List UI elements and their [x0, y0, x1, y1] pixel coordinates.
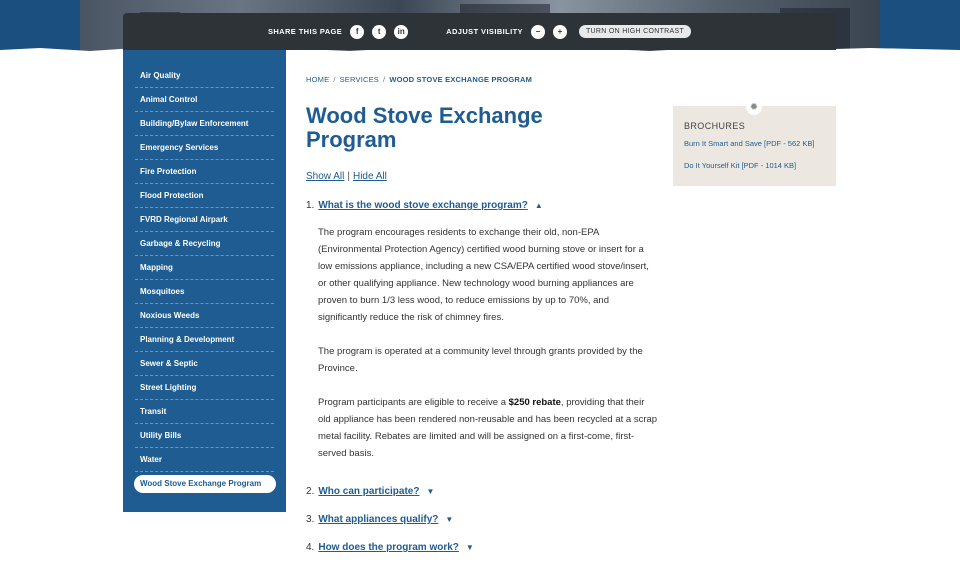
hide-all-link[interactable]: Hide All — [352, 171, 387, 182]
sidebar-item-sewer-septic[interactable]: Sewer & Septic — [135, 352, 274, 376]
sidebar-item-transit[interactable]: Transit — [135, 400, 274, 424]
sidebar-item-flood-protection[interactable]: Flood Protection — [135, 184, 274, 208]
brochure-badge-icon: ✹ — [746, 99, 762, 115]
sidebar-item-planning[interactable]: Planning & Development — [135, 328, 274, 352]
faq-number: 2. — [306, 486, 315, 497]
brochures-panel — [673, 101, 836, 186]
sidebar-item-water[interactable]: Water — [135, 448, 274, 472]
sidebar-item-wood-stove-active[interactable]: Wood Stove Exchange Program — [134, 475, 276, 493]
answer-text: Program participants are eligible to receive a — [318, 397, 509, 408]
sidebar-item-animal-control[interactable]: Animal Control — [135, 88, 274, 112]
breadcrumb-services[interactable]: SERVICES — [339, 75, 380, 84]
faq-question-link[interactable]: What is the wood stove exchange program? — [318, 200, 528, 211]
decrease-visibility-icon[interactable]: − — [531, 25, 545, 39]
sidebar-nav — [123, 50, 286, 512]
sidebar-item-airpark[interactable]: FVRD Regional Airpark — [135, 208, 274, 232]
high-contrast-button[interactable]: TURN ON HIGH CONTRAST — [579, 25, 691, 38]
page-title: Wood Stove Exchange Program — [306, 103, 543, 152]
answer-paragraph — [318, 394, 658, 462]
sidebar-item-air-quality[interactable]: Air Quality — [135, 64, 274, 88]
visibility-label: ADJUST VISIBILITY — [446, 27, 523, 36]
faq-item — [306, 486, 434, 497]
sidebar-item-emergency-services[interactable]: Emergency Services — [135, 136, 274, 160]
facebook-icon[interactable]: f — [350, 25, 364, 39]
sidebar-item-mapping[interactable]: Mapping — [135, 256, 274, 280]
linkedin-icon[interactable]: in — [394, 25, 408, 39]
faq-item — [306, 542, 474, 553]
brochure-link[interactable]: Do It Yourself Kit [PDF - 1014 KB] — [684, 161, 797, 170]
answer-paragraph: The program encourages residents to exchange their old, non-EPA (Environmental Protection Agency) certified wood burning stove or insert for a low emissions appliance, including a new CSA/EPA certified wood stove/insert, or other qualifying appliance. New technology wood burning appliances are proven to burn 1/3 less wood, to reduce emissions by up to 70%, and significantly reduce the risk of chimney fires. — [318, 227, 649, 323]
sidebar-item-utility-bills[interactable]: Utility Bills — [135, 424, 274, 448]
faq-number: 4. — [306, 542, 315, 553]
expand-arrow-icon[interactable]: ▼ — [445, 515, 454, 524]
show-all-link[interactable]: Show All — [306, 171, 345, 182]
expand-arrow-icon[interactable]: ▼ — [465, 543, 474, 552]
breadcrumb — [306, 75, 532, 84]
breadcrumb-separator: / — [333, 75, 336, 84]
faq-item — [306, 514, 453, 525]
sidebar-item-garbage-recycling[interactable]: Garbage & Recycling — [135, 232, 274, 256]
faq-question-link[interactable]: Who can participate? — [318, 486, 420, 497]
brochure-link[interactable]: Burn It Smart and Save [PDF - 562 KB] — [684, 139, 815, 148]
answer-paragraph: The program is operated at a community level through grants provided by the Province. — [318, 346, 643, 374]
increase-visibility-icon[interactable]: + — [553, 25, 567, 39]
expand-toggles — [306, 171, 387, 182]
share-label: SHARE THIS PAGE — [267, 27, 343, 36]
rebate-amount: $250 rebate — [508, 397, 561, 408]
faq-number: 3. — [306, 514, 315, 525]
sidebar-item-mosquitoes[interactable]: Mosquitoes — [135, 280, 274, 304]
faq-question-link[interactable]: How does the program work? — [318, 542, 459, 553]
breadcrumb-home[interactable]: HOME — [306, 75, 330, 84]
faq-number: 1. — [306, 200, 315, 211]
faq-item — [306, 200, 543, 211]
collapse-arrow-icon[interactable]: ▲ — [534, 201, 543, 210]
utility-bar — [123, 13, 836, 50]
expand-arrow-icon[interactable]: ▼ — [426, 487, 435, 496]
answer-text: , providing that their old appliance has been rendered non-reusable and has been recycled at a scrap metal facility. Rebates are limited and will be assigned on a first-come, first-served basis. — [318, 397, 658, 459]
breadcrumb-current: WOOD STOVE EXCHANGE PROGRAM — [389, 75, 533, 84]
twitter-icon[interactable]: t — [372, 25, 386, 39]
breadcrumb-separator: / — [383, 75, 386, 84]
sidebar-item-noxious-weeds[interactable]: Noxious Weeds — [135, 304, 274, 328]
brochures-title: BROCHURES — [684, 121, 746, 131]
faq-answer — [318, 224, 658, 479]
sidebar-item-fire-protection[interactable]: Fire Protection — [135, 160, 274, 184]
sidebar-item-building-bylaw[interactable]: Building/Bylaw Enforcement — [135, 112, 274, 136]
toggle-separator: | — [347, 171, 350, 182]
faq-question-link[interactable]: What appliances qualify? — [318, 514, 439, 525]
sidebar-item-street-lighting[interactable]: Street Lighting — [135, 376, 274, 400]
